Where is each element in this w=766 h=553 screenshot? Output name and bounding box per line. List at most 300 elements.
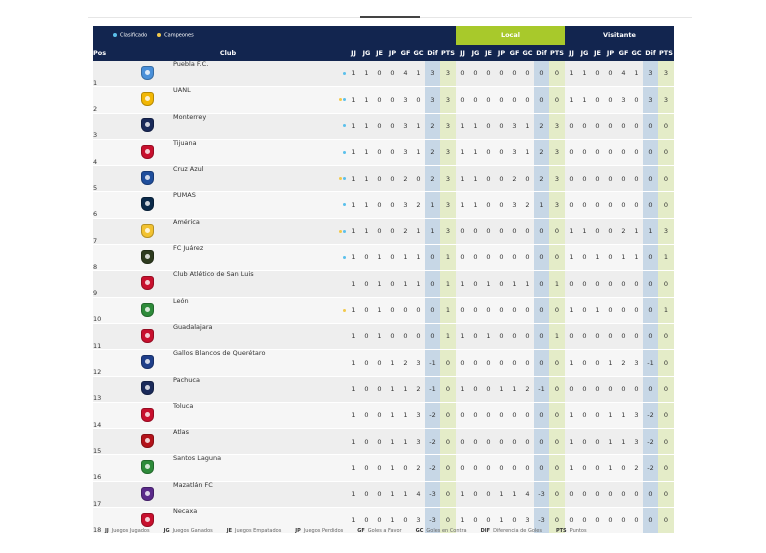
local-jj: 0: [456, 245, 469, 271]
total-jj: 1: [347, 297, 360, 323]
total-pts: 1: [440, 297, 456, 323]
visit-je: 0: [591, 87, 604, 113]
total-jj: 1: [347, 192, 360, 218]
visit-gf: 0: [617, 508, 630, 534]
local-je: 0: [482, 376, 495, 402]
total-dif: -1: [425, 376, 440, 402]
local-jp: 1: [495, 376, 508, 402]
local-je: 0: [482, 350, 495, 376]
visit-jp: 0: [604, 508, 617, 534]
glossary-item: JJ Juegos Jugados: [105, 528, 150, 534]
champion-dot-icon: [157, 33, 161, 37]
local-jg: 1: [469, 113, 482, 139]
total-je: 0: [373, 113, 386, 139]
table-row[interactable]: [93, 402, 674, 428]
table-row[interactable]: [93, 192, 674, 218]
total-dif: 2: [425, 113, 440, 139]
local-gc: 0: [521, 429, 534, 455]
position: 15: [93, 429, 121, 455]
total-jg: 1: [360, 218, 373, 244]
local-pts: 0: [549, 245, 565, 271]
total-jp: 0: [386, 113, 399, 139]
total-je: 0: [373, 61, 386, 87]
position: 11: [93, 323, 121, 349]
visit-pts: 0: [658, 429, 674, 455]
total-jg: 1: [360, 87, 373, 113]
local-gf: 0: [508, 402, 521, 428]
table-row[interactable]: [93, 218, 674, 244]
total-jp: 1: [386, 455, 399, 481]
local-jj: 1: [456, 271, 469, 297]
visit-je: 0: [591, 508, 604, 534]
local-jp: 1: [495, 481, 508, 507]
table-row[interactable]: [93, 87, 674, 113]
local-jj: 1: [456, 192, 469, 218]
club-name[interactable]: Guadalajara: [173, 323, 335, 349]
club-name[interactable]: FC Juárez: [173, 245, 335, 271]
visit-dif: 0: [643, 245, 658, 271]
total-jj: 1: [347, 61, 360, 87]
table-row[interactable]: [93, 350, 674, 376]
local-gc: 2: [521, 376, 534, 402]
local-pts: 0: [549, 87, 565, 113]
total-gf: 3: [399, 139, 412, 165]
total-gc: 2: [412, 455, 425, 481]
total-pts: 3: [440, 61, 456, 87]
group-visitante: Visitante: [565, 26, 674, 45]
visit-jg: 0: [578, 166, 591, 192]
club-name[interactable]: León: [173, 297, 335, 323]
visit-jp: 1: [604, 455, 617, 481]
champion-dot-icon: [339, 98, 342, 101]
visit-gf: 4: [617, 61, 630, 87]
header-total-dif: Dif: [425, 45, 440, 61]
total-gf: 1: [399, 429, 412, 455]
status-marks: [335, 350, 347, 376]
visit-dif: 0: [643, 166, 658, 192]
total-jg: 0: [360, 245, 373, 271]
total-dif: -2: [425, 429, 440, 455]
total-dif: 0: [425, 245, 440, 271]
total-je: 0: [373, 218, 386, 244]
local-jp: 0: [495, 297, 508, 323]
table-row[interactable]: [93, 271, 674, 297]
local-dif: 0: [534, 218, 549, 244]
total-gc: 1: [412, 218, 425, 244]
total-gc: 3: [412, 350, 425, 376]
status-marks: [335, 402, 347, 428]
club-name[interactable]: Necaxa: [173, 508, 335, 534]
glossary-item: DIF Diferencia de Goles: [480, 528, 542, 534]
total-jj: 1: [347, 87, 360, 113]
total-pts: 0: [440, 402, 456, 428]
total-gf: 1: [399, 245, 412, 271]
club-name[interactable]: Puebla F.C.: [173, 61, 335, 87]
local-je: 0: [482, 139, 495, 165]
status-marks: [335, 376, 347, 402]
club-name[interactable]: Atlas: [173, 429, 335, 455]
local-gf: 0: [508, 245, 521, 271]
club-crest-icon: [141, 381, 154, 395]
visit-pts: 1: [658, 297, 674, 323]
visit-jp: 0: [604, 87, 617, 113]
club-logo-cell: [121, 192, 173, 218]
total-jp: 1: [386, 350, 399, 376]
visit-gf: 2: [617, 218, 630, 244]
club-crest-icon: [141, 329, 154, 343]
table-row[interactable]: [93, 297, 674, 323]
status-marks: [335, 323, 347, 349]
visit-je: 0: [591, 481, 604, 507]
club-crest-icon: [141, 276, 154, 290]
table-row[interactable]: [93, 429, 674, 455]
club-name[interactable]: PUMAS: [173, 192, 335, 218]
header-marks: [335, 45, 347, 61]
visit-gc: 3: [630, 402, 643, 428]
total-gf: 0: [399, 455, 412, 481]
table-row[interactable]: [93, 61, 674, 87]
visit-pts: 0: [658, 481, 674, 507]
club-name[interactable]: Cruz Azul: [173, 166, 335, 192]
visit-dif: -1: [643, 350, 658, 376]
header-local-gf: GF: [508, 45, 521, 61]
table-row[interactable]: [93, 139, 674, 165]
club-name[interactable]: Toluca: [173, 402, 335, 428]
club-crest-icon: [141, 118, 154, 132]
local-je: 1: [482, 271, 495, 297]
visit-jp: 0: [604, 139, 617, 165]
visit-jj: 0: [565, 508, 578, 534]
visit-gf: 0: [617, 481, 630, 507]
total-jp: 0: [386, 139, 399, 165]
header-total-jg: JG: [360, 45, 373, 61]
local-je: 0: [482, 481, 495, 507]
champion-dot-icon: [343, 309, 346, 312]
visit-gc: 0: [630, 323, 643, 349]
visit-jg: 0: [578, 139, 591, 165]
total-jp: 0: [386, 245, 399, 271]
visit-dif: -2: [643, 429, 658, 455]
glossary-item: JP Juegos Perdidos: [295, 528, 344, 534]
header-total-pts: PTS: [440, 45, 456, 61]
visit-jj: 1: [565, 350, 578, 376]
local-jj: 0: [456, 402, 469, 428]
total-je: 0: [373, 87, 386, 113]
local-jj: 1: [456, 481, 469, 507]
local-jp: 0: [495, 429, 508, 455]
local-pts: 1: [549, 323, 565, 349]
visit-gc: 2: [630, 455, 643, 481]
total-jj: 1: [347, 376, 360, 402]
local-jj: 0: [456, 61, 469, 87]
visit-pts: 0: [658, 323, 674, 349]
visit-dif: 0: [643, 192, 658, 218]
local-dif: 0: [534, 297, 549, 323]
visit-pts: 3: [658, 61, 674, 87]
local-jj: 1: [456, 113, 469, 139]
club-crest-icon: [141, 460, 154, 474]
local-dif: -3: [534, 508, 549, 534]
total-gf: 2: [399, 166, 412, 192]
visit-je: 0: [591, 192, 604, 218]
total-jj: 1: [347, 402, 360, 428]
total-dif: 3: [425, 87, 440, 113]
active-tab-indicator[interactable]: [360, 16, 420, 18]
local-pts: 3: [549, 192, 565, 218]
visit-gf: 0: [617, 271, 630, 297]
visit-dif: -2: [643, 455, 658, 481]
visit-gf: 2: [617, 350, 630, 376]
total-jg: 0: [360, 481, 373, 507]
club-crest-icon: [141, 224, 154, 238]
visit-gf: 0: [617, 166, 630, 192]
local-gc: 0: [521, 87, 534, 113]
header-local-dif: Dif: [534, 45, 549, 61]
club-logo-cell: [121, 61, 173, 87]
header-total-jp: JP: [386, 45, 399, 61]
local-gf: 0: [508, 508, 521, 534]
position: 6: [93, 192, 121, 218]
glossary-item: PTS Puntos: [555, 528, 587, 534]
club-name[interactable]: UANL: [173, 87, 335, 113]
visit-jp: 0: [604, 192, 617, 218]
visit-pts: 0: [658, 113, 674, 139]
total-jj: 1: [347, 245, 360, 271]
total-pts: 0: [440, 455, 456, 481]
total-jj: 1: [347, 350, 360, 376]
status-marks: [335, 192, 347, 218]
total-je: 0: [373, 350, 386, 376]
qualified-dot-icon: [343, 256, 346, 259]
local-gf: 1: [508, 481, 521, 507]
visit-jg: 0: [578, 245, 591, 271]
total-gc: 0: [412, 323, 425, 349]
visit-gf: 0: [617, 139, 630, 165]
total-je: 1: [373, 323, 386, 349]
total-jg: 0: [360, 323, 373, 349]
visit-jg: 1: [578, 218, 591, 244]
table-row[interactable]: [93, 481, 674, 507]
visit-je: 0: [591, 218, 604, 244]
club-logo-cell: [121, 402, 173, 428]
local-gc: 0: [521, 245, 534, 271]
visit-jg: 0: [578, 297, 591, 323]
total-gc: 3: [412, 429, 425, 455]
position: 7: [93, 218, 121, 244]
glossary-item: GF Goles a Favor: [357, 528, 402, 534]
total-dif: 0: [425, 271, 440, 297]
club-name[interactable]: Santos Laguna: [173, 455, 335, 481]
local-dif: -3: [534, 481, 549, 507]
table-row[interactable]: [93, 166, 674, 192]
total-jp: 0: [386, 218, 399, 244]
local-jg: 1: [469, 139, 482, 165]
local-pts: 0: [549, 481, 565, 507]
visit-dif: 0: [643, 139, 658, 165]
local-dif: 2: [534, 166, 549, 192]
local-jg: 0: [469, 429, 482, 455]
total-jg: 0: [360, 455, 373, 481]
visit-jj: 1: [565, 402, 578, 428]
local-dif: 0: [534, 350, 549, 376]
local-gf: 0: [508, 297, 521, 323]
table-row[interactable]: [93, 455, 674, 481]
total-pts: 1: [440, 271, 456, 297]
visit-jj: 0: [565, 113, 578, 139]
visit-jj: 0: [565, 323, 578, 349]
visit-jg: 0: [578, 323, 591, 349]
total-dif: -3: [425, 508, 440, 534]
local-jp: 0: [495, 402, 508, 428]
total-jp: 0: [386, 297, 399, 323]
header-visit-je: JE: [591, 45, 604, 61]
club-logo-cell: [121, 218, 173, 244]
position: 17: [93, 481, 121, 507]
table-row[interactable]: [93, 113, 674, 139]
total-gf: 2: [399, 350, 412, 376]
total-dif: 1: [425, 218, 440, 244]
total-gf: 3: [399, 87, 412, 113]
visit-jg: 0: [578, 376, 591, 402]
local-jp: 0: [495, 61, 508, 87]
local-je: 0: [482, 402, 495, 428]
qualified-dot-icon: [343, 98, 346, 101]
visit-gc: 0: [630, 113, 643, 139]
local-jp: 0: [495, 271, 508, 297]
local-dif: 0: [534, 402, 549, 428]
club-name[interactable]: Tijuana: [173, 139, 335, 165]
total-jp: 0: [386, 271, 399, 297]
total-pts: 3: [440, 87, 456, 113]
total-jg: 1: [360, 192, 373, 218]
total-jg: 1: [360, 139, 373, 165]
glossary-item: JE Juegos Empatados: [226, 528, 282, 534]
club-name[interactable]: Pachuca: [173, 376, 335, 402]
visit-je: 0: [591, 271, 604, 297]
club-name[interactable]: Mazatlán FC: [173, 481, 335, 507]
club-logo-cell: [121, 297, 173, 323]
local-jj: 0: [456, 350, 469, 376]
total-dif: 3: [425, 61, 440, 87]
header-visit-jj: JJ: [565, 45, 578, 61]
club-logo-cell: [121, 350, 173, 376]
position: 10: [93, 297, 121, 323]
table-row[interactable]: [93, 323, 674, 349]
visit-pts: 1: [658, 245, 674, 271]
local-jg: 1: [469, 166, 482, 192]
total-je: 1: [373, 297, 386, 323]
visit-jj: 1: [565, 297, 578, 323]
local-jg: 0: [469, 376, 482, 402]
local-je: 0: [482, 61, 495, 87]
club-logo-cell: [121, 245, 173, 271]
local-jg: 0: [469, 218, 482, 244]
club-name[interactable]: Gallos Blancos de Querétaro: [173, 350, 335, 376]
local-dif: 2: [534, 139, 549, 165]
local-gc: 3: [521, 508, 534, 534]
local-jg: 0: [469, 402, 482, 428]
total-jj: 1: [347, 218, 360, 244]
local-gc: 1: [521, 271, 534, 297]
total-je: 0: [373, 429, 386, 455]
local-jj: 1: [456, 166, 469, 192]
visit-pts: 0: [658, 508, 674, 534]
visit-jg: 1: [578, 61, 591, 87]
visit-gf: 0: [617, 297, 630, 323]
total-jg: 0: [360, 297, 373, 323]
visit-jj: 0: [565, 271, 578, 297]
table-row[interactable]: [93, 376, 674, 402]
total-jg: 0: [360, 271, 373, 297]
visit-je: 0: [591, 350, 604, 376]
header-local-jp: JP: [495, 45, 508, 61]
local-jj: 0: [456, 87, 469, 113]
club-crest-icon: [141, 66, 154, 80]
local-gc: 0: [521, 350, 534, 376]
visit-jj: 0: [565, 192, 578, 218]
club-name[interactable]: América: [173, 218, 335, 244]
local-jp: 0: [495, 87, 508, 113]
visit-dif: 0: [643, 297, 658, 323]
local-dif: 0: [534, 87, 549, 113]
visit-jg: 0: [578, 113, 591, 139]
local-gc: 0: [521, 218, 534, 244]
visit-jj: 1: [565, 245, 578, 271]
local-pts: 0: [549, 376, 565, 402]
local-je: 0: [482, 455, 495, 481]
visit-pts: 0: [658, 192, 674, 218]
local-gc: 0: [521, 402, 534, 428]
total-gf: 1: [399, 402, 412, 428]
visit-jp: 0: [604, 481, 617, 507]
visit-jg: 0: [578, 192, 591, 218]
header-local-je: JE: [482, 45, 495, 61]
header-total-gc: GC: [412, 45, 425, 61]
total-pts: 3: [440, 113, 456, 139]
total-gf: 4: [399, 61, 412, 87]
visit-jg: 0: [578, 429, 591, 455]
local-dif: 0: [534, 61, 549, 87]
total-je: 0: [373, 166, 386, 192]
visit-jp: 0: [604, 61, 617, 87]
table-row[interactable]: [93, 245, 674, 271]
local-jp: 1: [495, 508, 508, 534]
club-name[interactable]: Monterrey: [173, 113, 335, 139]
local-jp: 0: [495, 245, 508, 271]
visit-gf: 3: [617, 87, 630, 113]
visit-dif: 3: [643, 61, 658, 87]
club-crest-icon: [141, 487, 154, 501]
total-gc: 2: [412, 192, 425, 218]
position: 9: [93, 271, 121, 297]
header-local-pts: PTS: [549, 45, 565, 61]
total-dif: -2: [425, 402, 440, 428]
club-crest-icon: [141, 92, 154, 106]
total-pts: 0: [440, 350, 456, 376]
visit-gc: 0: [630, 481, 643, 507]
total-jp: 1: [386, 481, 399, 507]
group-local: Local: [456, 26, 565, 45]
total-pts: 0: [440, 508, 456, 534]
total-je: 0: [373, 402, 386, 428]
total-gf: 0: [399, 323, 412, 349]
club-crest-icon: [141, 250, 154, 264]
local-jg: 0: [469, 61, 482, 87]
position: 12: [93, 350, 121, 376]
club-name[interactable]: Club Atlético de San Luis: [173, 271, 335, 297]
club-logo-cell: [121, 481, 173, 507]
total-gc: 1: [412, 271, 425, 297]
